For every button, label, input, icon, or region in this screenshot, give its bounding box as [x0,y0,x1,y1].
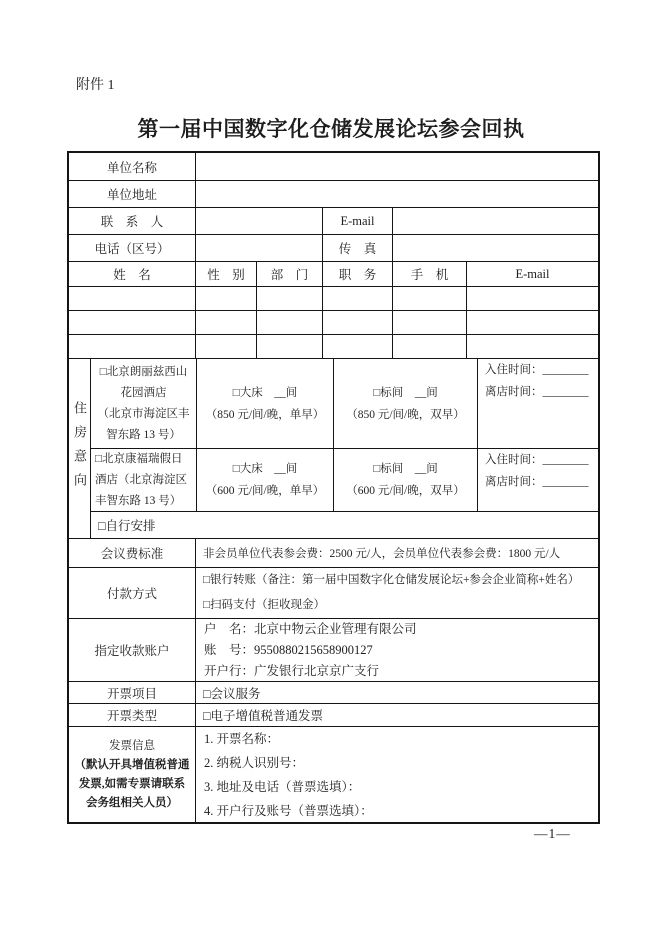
hotel1-line: 花园酒店 [120,386,167,399]
account-name-line: 户 名：北京中物云企业管理有限公司 [204,622,417,636]
account-label: 指定收款账户 [69,619,196,681]
invoice-field-bank-account[interactable]: 4. 开户行及账号（普票选填）： [204,804,373,818]
hotel1-line: 智东路 13 号） [106,428,181,441]
hotel2-line: □北京康福瑞假日 [95,453,183,465]
col-header-dept: 部 门 [257,262,323,286]
hotel1-kingbed-option[interactable] [197,359,334,448]
attendee-email-cell[interactable] [467,311,598,334]
payment-qr-option[interactable]: □扫码支付（拒收现金） [203,599,325,611]
payment-bank-transfer-option[interactable]: □银行转账（备注：第一届中国数字化仓储发展论坛+参会企业简称+姓名） [203,574,580,586]
hotel1-checkout-field[interactable]: 离店时间：________ [485,386,589,398]
attendee-name-cell[interactable] [69,287,196,310]
attendee-mobile-cell[interactable] [393,287,467,310]
invoice-field-taxid[interactable]: 2. 纳税人识别号： [204,756,305,770]
hotel2-checkout-field[interactable]: 离店时间：________ [485,476,589,488]
attendee-title-cell[interactable] [323,311,393,334]
attendee-name-cell[interactable] [69,311,196,334]
unit-name-input[interactable] [196,153,598,180]
invoice-type-row [69,704,598,727]
invoice-type-option[interactable]: □电子增值税普通发票 [203,709,324,723]
payment-options-cell [196,568,598,618]
hotel2-line: 酒店（北京海淀区 [95,474,187,486]
invoice-info-note-line: （默认开具增值税普通 [74,758,190,771]
unit-address-row [69,181,598,208]
unit-name-row [69,153,598,181]
col-header-name: 姓 名 [69,262,196,286]
attendee-name-cell[interactable] [69,335,196,358]
invoice-info-note-line: 会务组相关人员） [86,796,178,809]
hotel1-line: □北京朗丽兹西山 [99,365,188,378]
page-title: 第一届中国数字化仓储发展论坛参会回执 [137,118,525,141]
hotel1-standard-label: □标间 __间 [373,386,438,399]
attendee-email-cell[interactable] [467,287,598,310]
hotel2-standard-option[interactable] [334,449,478,511]
housing-section-label-cell [69,359,91,538]
hotel2-kingbed-price: （600 元/间/晚，单早） [205,485,325,497]
self-arrange-row [91,512,598,538]
attendee-dept-cell[interactable] [257,311,323,334]
fee-row [69,539,598,568]
hotel2-checkin-field[interactable]: 入住时间：________ [485,454,589,466]
email-input[interactable] [393,208,598,234]
self-arrange-option[interactable]: □自行安排 [98,519,156,533]
fee-text: 非会员单位代表参会费：2500 元/人，会员单位代表参会费：1800 元/人 [203,548,561,560]
invoice-item-option[interactable]: □会议服务 [203,686,261,701]
contact-label: 联 系 人 [69,208,196,234]
hotel2-kingbed-label: □大床 __间 [232,463,298,475]
phone-row [69,235,598,262]
hotel1-dates-cell [478,359,598,448]
hotel1-standard-price: （850 元/间/晚，双早） [346,408,465,421]
account-details-cell [196,619,598,681]
hotel2-line: 丰智东路 13 号） [95,495,182,507]
attendee-header-row [69,262,598,287]
contact-row [69,208,598,235]
registration-table [67,151,600,824]
hotel2-standard-label: □标间 __间 [373,463,438,475]
attendee-mobile-cell[interactable] [393,311,467,334]
invoice-info-note-line: 发票,如需专票请联系 [78,777,186,790]
attendee-title-cell[interactable] [323,335,393,358]
attendee-email-cell[interactable] [467,335,598,358]
hotel2-standard-price: （600 元/间/晚，双早） [346,485,465,497]
payment-label: 付款方式 [69,568,196,618]
attendee-row [69,335,598,359]
attendee-row [69,287,598,311]
hotel2-option[interactable] [91,449,197,511]
unit-address-input[interactable] [196,181,598,207]
page-number: —1— [534,826,571,841]
hotel1-kingbed-price: （850 元/间/晚，单早） [205,408,325,421]
payment-row [69,568,598,619]
invoice-info-label: 发票信息 [109,739,155,752]
hotel2-kingbed-option[interactable] [197,449,334,511]
invoice-item-row [69,682,598,704]
attendee-dept-cell[interactable] [257,335,323,358]
invoice-field-address-phone[interactable]: 3. 地址及电话（普票选填）： [204,780,361,794]
fax-label: 传 真 [323,235,393,261]
invoice-info-row [69,727,598,822]
account-row [69,619,598,682]
invoice-item-label: 开票项目 [69,682,196,703]
col-header-email: E-mail [515,266,550,281]
contact-input[interactable] [196,208,323,234]
unit-address-label: 单位地址 [69,181,196,207]
hotel1-checkin-field[interactable]: 入住时间：________ [485,364,589,376]
col-header-mobile: 手 机 [393,262,467,286]
invoice-type-label: 开票类型 [69,704,196,726]
housing-section [69,359,598,539]
col-header-gender: 性 别 [196,262,257,286]
invoice-info-fields-cell [196,727,598,822]
hotel2-dates-cell [478,449,598,511]
housing-section-label: 住房意向 [72,400,87,497]
email-label: E-mail [323,208,393,234]
attendee-dept-cell[interactable] [257,287,323,310]
account-number-line: 账 号：9550880215658900127 [204,643,373,657]
hotel1-kingbed-label: □大床 __间 [232,386,298,399]
attendee-gender-cell[interactable] [196,311,257,334]
invoice-field-name[interactable]: 1. 开票名称： [204,732,280,746]
account-bank-line: 开户行：广发银行北京京广支行 [204,664,380,678]
attendee-mobile-cell[interactable] [393,335,467,358]
hotel2-row [91,449,598,512]
invoice-info-label-cell [69,727,196,822]
phone-label: 电话（区号） [69,235,196,261]
attendee-title-cell[interactable] [323,287,393,310]
col-header-title: 职 务 [323,262,393,286]
attachment-label: 附件 1 [76,78,115,93]
attendee-gender-cell[interactable] [196,335,257,358]
phone-input[interactable] [196,235,323,261]
hotel1-line: （北京市海淀区丰 [97,407,190,420]
hotel1-standard-option[interactable] [334,359,478,448]
hotel1-row [91,359,598,449]
unit-name-label: 单位名称 [69,153,196,180]
fax-input[interactable] [393,235,598,261]
fee-label: 会议费标准 [69,539,196,567]
attendee-gender-cell[interactable] [196,287,257,310]
attendee-row [69,311,598,335]
hotel1-option[interactable] [91,359,197,448]
